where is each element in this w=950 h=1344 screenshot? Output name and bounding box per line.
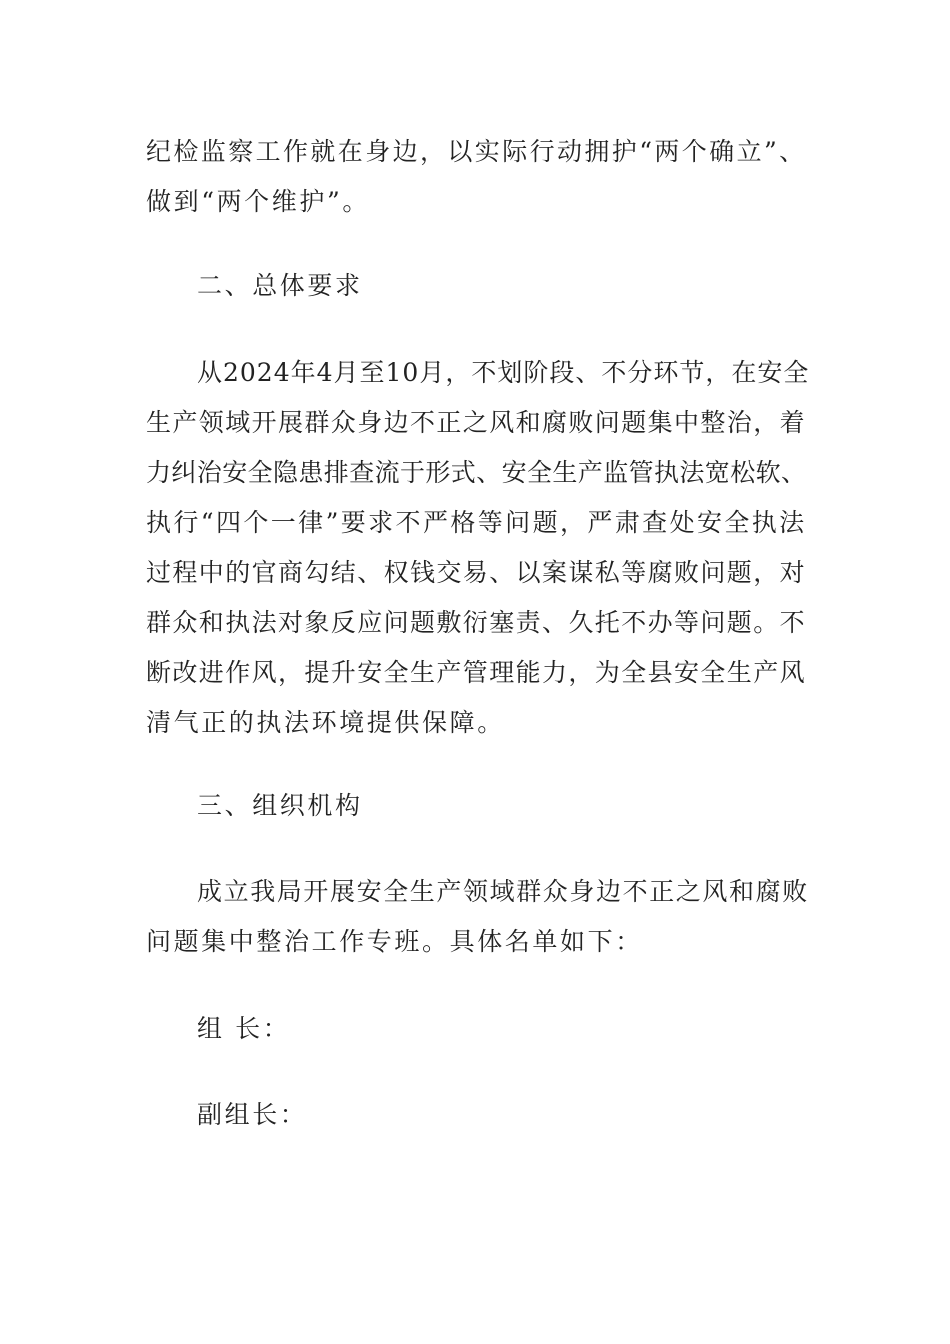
paragraph-line: 群众和执法对象反应问题敷衍塞责、久托不办等问题。不 bbox=[146, 608, 807, 637]
paragraph-line: 做到“两个维护”。 bbox=[146, 187, 370, 216]
paragraph-line: 从2024年4月至10月，不划阶段、不分环节，在安全 bbox=[197, 358, 810, 387]
paragraph-line: 断改进作风，提升安全生产管理能力，为全县安全生产风 bbox=[146, 658, 807, 687]
paragraph-line: 成立我局开展安全生产领域群众身边不正之风和腐败 bbox=[197, 877, 809, 906]
deputy-leader-label: 副组长： bbox=[197, 1100, 308, 1129]
paragraph-line: 纪检监察工作就在身边，以实际行动拥护“两个确立”、 bbox=[146, 137, 807, 166]
paragraph-line: 执行“四个一律”要求不严格等问题，严肃查处安全执法 bbox=[146, 508, 807, 537]
paragraph-line: 过程中的官商勾结、权钱交易、以案谋私等腐败问题，对 bbox=[146, 558, 807, 587]
paragraph-line: 清气正的执法环境提供保障。 bbox=[146, 708, 505, 737]
section-heading: 三、组织机构 bbox=[197, 791, 363, 820]
paragraph-line: 问题集中整治工作专班。具体名单如下： bbox=[146, 927, 643, 956]
paragraph-line: 力纠治安全隐患排查流于形式、安全生产监管执法宽松软、 bbox=[146, 458, 807, 487]
paragraph-line: 生产领域开展群众身边不正之风和腐败问题集中整治，着 bbox=[146, 408, 807, 437]
leader-label: 组 长： bbox=[197, 1014, 291, 1043]
section-heading: 二、总体要求 bbox=[197, 271, 363, 300]
